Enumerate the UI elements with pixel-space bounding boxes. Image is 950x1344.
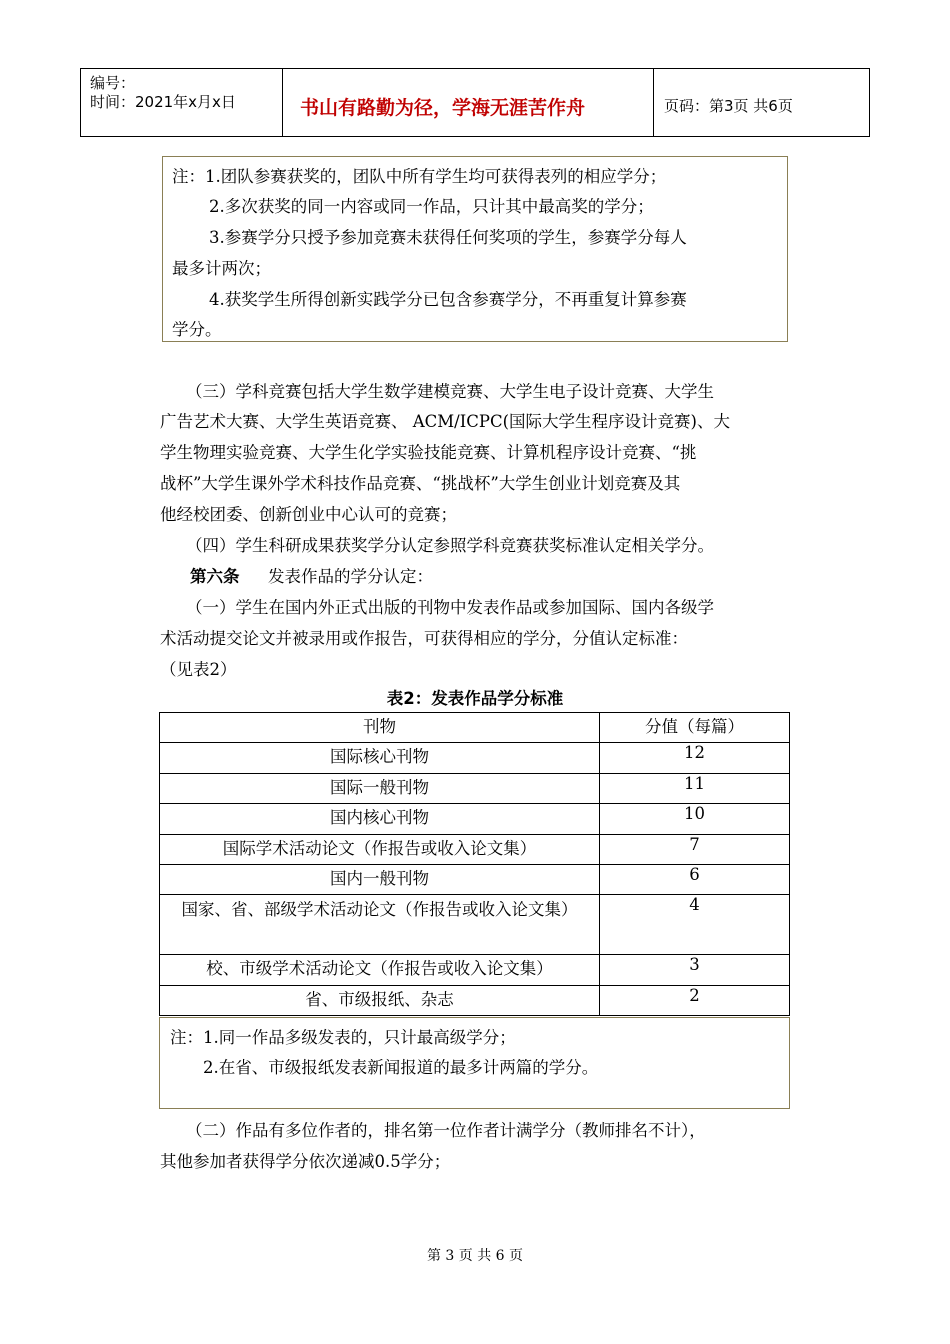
table-cell-journal: 国际一般刊物 (160, 773, 600, 803)
table-cell-journal: 校、市级学术活动论文（作报告或收入论文集） (160, 955, 600, 985)
header-top-rule (80, 68, 870, 69)
table-row (160, 955, 790, 985)
table-cell-journal: 国内核心刊物 (160, 804, 600, 834)
para1-line-2: 术活动提交论文并被录用或作报告，可获得相应的学分，分值认定标准： (160, 629, 688, 648)
header-divider-mid2 (653, 68, 654, 136)
para2-line-1: （二）作品有多位作者的，排名第一位作者计满学分（教师排名不计）， (186, 1121, 706, 1140)
article6-title: 第六条 (190, 567, 240, 586)
serial-label: 编号： (90, 74, 136, 92)
date-label: 时间：2021年x月x日 (90, 93, 236, 111)
table-row (160, 773, 790, 803)
header-divider-mid1 (282, 68, 283, 136)
note2-line-2: 2.在省、市级报纸发表新闻报道的最多计两篇的学分。 (203, 1058, 599, 1077)
para3-line-5: 他经校团委、创新创业中心认可的竞赛； (160, 505, 457, 524)
table-cell-score: 4 (600, 895, 790, 955)
note2-line-1: 注：1.同一作品多级发表的，只计最高级学分； (170, 1028, 516, 1047)
note1-line-5: 4.获奖学生所得创新实践学分已包含参赛学分，不再重复计算参赛 (209, 290, 687, 309)
table-cell-score: 12 (600, 743, 790, 773)
table-cell-score: 3 (600, 955, 790, 985)
para3-line-4: 战杯”大学生课外学术科技作品竞赛、“挑战杯”大学生创业计划竞赛及其 (160, 474, 681, 493)
table-cell-score: 6 (600, 864, 790, 894)
note1-line-3: 3.参赛学分只授予参加竞赛未获得任何奖项的学生，参赛学分每人 (209, 228, 687, 247)
table-cell-score: 11 (600, 773, 790, 803)
motto: 书山有路勤为径，学海无涯苦作舟 (300, 97, 586, 119)
table-cell-score: 10 (600, 804, 790, 834)
table-header-journal: 刊物 (160, 713, 600, 743)
table-header-score: 分值（每篇） (600, 713, 790, 743)
note1-line-4: 最多计两次； (172, 259, 271, 278)
table-cell-score: 7 (600, 834, 790, 864)
header-bottom-rule (80, 136, 870, 137)
page-footer: 第 3 页 共 6 页 (426, 1248, 524, 1264)
table-row (160, 864, 790, 894)
para2-line-2: 其他参加者获得学分依次递减0.5学分； (160, 1152, 451, 1171)
table-cell-journal: 国家、省、部级学术活动论文（作报告或收入论文集） (160, 895, 600, 955)
article6-text: 发表作品的学分认定： (268, 567, 433, 586)
table-row (160, 743, 790, 773)
table-cell-journal: 国际学术活动论文（作报告或收入论文集） (160, 834, 600, 864)
table-cell-score: 2 (600, 985, 790, 1015)
credit-table (159, 712, 790, 1016)
table-cell-journal: 省、市级报纸、杂志 (160, 985, 600, 1015)
table-cell-journal: 国际核心刊物 (160, 743, 600, 773)
para3-line-1: （三）学科竞赛包括大学生数学建模竞赛、大学生电子设计竞赛、大学生 (186, 382, 714, 401)
note1-line-1: 注：1.团队参赛获奖的，团队中所有学生均可获得表列的相应学分； (172, 167, 667, 186)
header-divider-left (80, 68, 81, 136)
table-row (160, 804, 790, 834)
table-header-row (160, 713, 790, 743)
header-divider-right (869, 68, 870, 136)
note1-line-6: 学分。 (172, 320, 222, 339)
para1-line-3: （见表2） (160, 660, 237, 679)
page-label: 页码：第3页 共6页 (664, 97, 793, 115)
table-cell-journal: 国内一般刊物 (160, 864, 600, 894)
para3-line-3: 学生物理实验竞赛、大学生化学实验技能竞赛、计算机程序设计竞赛、“挑 (160, 443, 697, 462)
para1-line-1: （一）学生在国内外正式出版的刊物中发表作品或参加国际、国内各级学 (186, 598, 714, 617)
table-title: 表2：发表作品学分标准 (386, 689, 564, 708)
table-row (160, 985, 790, 1015)
para3-line-2: 广告艺术大赛、大学生英语竞赛、 ACM/ICPC(国际大学生程序设计竞赛)、大 (160, 412, 730, 431)
table-row (160, 834, 790, 864)
para4: （四）学生科研成果获奖学分认定参照学科竞赛获奖标准认定相关学分。 (186, 536, 714, 555)
note1-line-2: 2.多次获奖的同一内容或同一作品，只计其中最高奖的学分； (209, 197, 654, 216)
table-row (160, 895, 790, 955)
